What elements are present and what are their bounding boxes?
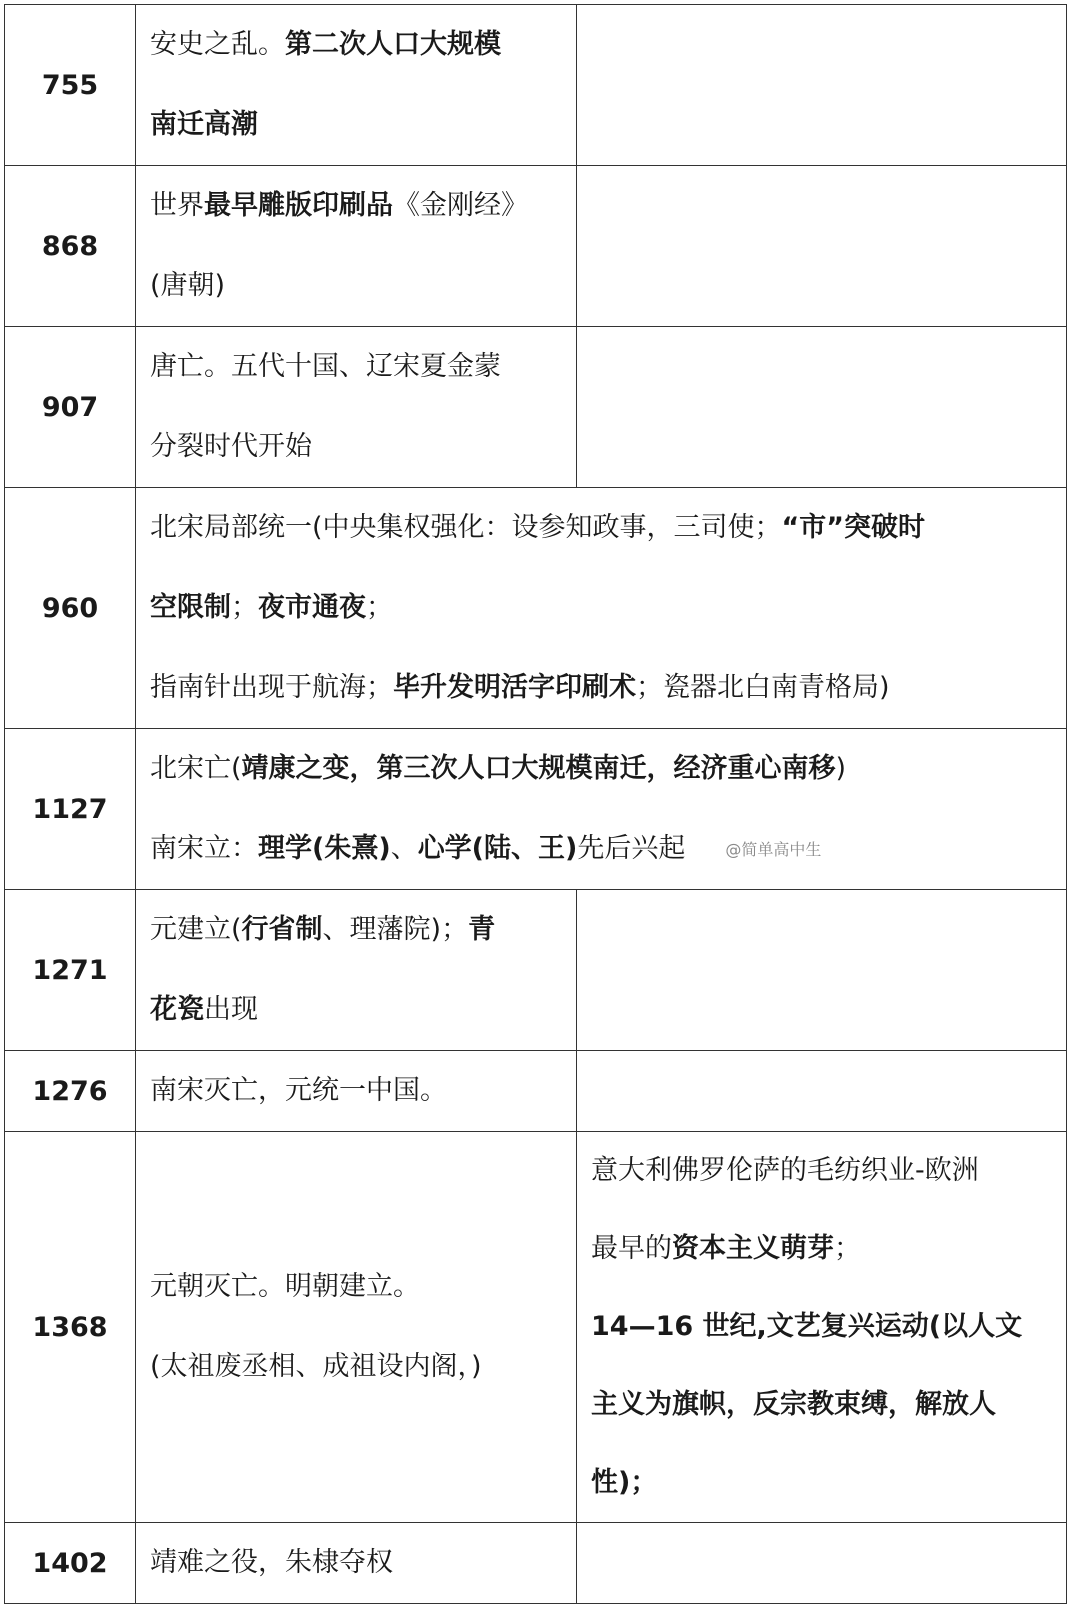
- event-line: [150, 1523, 568, 1603]
- china-event-cell: [136, 5, 577, 166]
- event-text: ；: [231, 592, 258, 623]
- event-text: ；瓷器北白南青格局): [636, 672, 890, 703]
- event-text: 《金刚经》: [393, 190, 528, 221]
- event-text: 南宋立：: [150, 833, 258, 864]
- event-line: [150, 488, 1058, 568]
- event-text: ；: [366, 592, 393, 623]
- year-cell: 1368: [5, 1132, 136, 1523]
- world-event-cell: [577, 327, 1067, 488]
- event-text: (太祖废丞相、成祖设内阁，): [150, 1351, 482, 1382]
- world-event-line: [591, 1366, 1058, 1444]
- event-text-bold: 资本主义萌芽: [672, 1233, 834, 1264]
- timeline-row: [5, 327, 1067, 488]
- event-line: [150, 327, 568, 407]
- china-event-cell: [136, 166, 577, 327]
- event-text: 、: [390, 833, 418, 864]
- china-event-cell: [136, 729, 1067, 890]
- world-event-cell: [577, 166, 1067, 327]
- event-line: [150, 970, 568, 1050]
- event-text: 指南针出现于航海；: [150, 672, 393, 703]
- timeline-row: [5, 488, 1067, 729]
- event-text: 最早的: [591, 1233, 672, 1264]
- china-event-cell: [136, 890, 577, 1051]
- event-text: ；: [834, 1233, 861, 1264]
- history-timeline-table: [4, 4, 1067, 1604]
- timeline-row: [5, 1051, 1067, 1132]
- event-text-bold: 毕升发明活字印刷术: [393, 672, 636, 703]
- event-text: 分裂时代开始: [150, 431, 312, 462]
- year-cell: 755: [5, 5, 136, 166]
- event-text-bold: 花瓷: [150, 994, 204, 1025]
- event-text-bold: 主义为旗帜，反宗教束缚，解放人: [591, 1389, 996, 1420]
- event-text: 意大利佛罗伦萨的毛纺织业-欧洲: [591, 1155, 979, 1186]
- year-cell: 1276: [5, 1051, 136, 1132]
- event-text-bold: 靖康之变，第三次人口大规模南迁，经济重心南移: [241, 753, 836, 784]
- year-cell: 1402: [5, 1523, 136, 1604]
- event-text: ): [835, 753, 847, 784]
- event-text-bold: 行省制: [241, 914, 323, 945]
- world-event-cell: [577, 890, 1067, 1051]
- event-text-bold: 空限制: [150, 592, 231, 623]
- year-cell: 1127: [5, 729, 136, 890]
- timeline-row: [5, 166, 1067, 327]
- china-event-cell: [136, 1051, 577, 1132]
- event-line: [150, 1327, 568, 1407]
- year-cell: 868: [5, 166, 136, 327]
- event-text-bold: 性)；: [591, 1467, 658, 1498]
- event-text-bold: 心学(陆、王): [417, 833, 578, 864]
- world-event-line: [591, 1132, 1058, 1210]
- event-line: [150, 809, 1058, 889]
- event-line: [150, 5, 568, 85]
- event-text: 唐亡。五代十国、辽宋夏金蒙: [150, 351, 501, 382]
- event-line: [150, 166, 568, 246]
- event-text: 安史之乱。: [150, 29, 285, 60]
- event-text: 元建立(: [150, 914, 242, 945]
- event-text-bold: 理学(朱熹): [258, 833, 391, 864]
- event-line: [150, 246, 568, 326]
- event-text: 北宋亡(: [150, 753, 242, 784]
- world-event-cell: [577, 1132, 1067, 1523]
- event-text: 世界: [150, 190, 204, 221]
- event-text: 北宋局部统一(中央集权强化：设参知政事，三司使；: [150, 512, 782, 543]
- event-line: [150, 1247, 568, 1327]
- event-text-bold: 夜市通夜: [258, 592, 366, 623]
- world-event-line: [591, 1210, 1058, 1288]
- timeline-row: [5, 1132, 1067, 1523]
- world-event-line: [591, 1288, 1058, 1366]
- event-text-bold: 14—16 世纪,文艺复兴运动(以人文: [591, 1311, 1023, 1342]
- event-text-bold: “市”突破时: [781, 512, 926, 543]
- event-line: [150, 890, 568, 970]
- event-line: [150, 85, 568, 165]
- event-text: 出现: [204, 994, 258, 1025]
- china-event-cell: [136, 1132, 577, 1523]
- china-event-cell: [136, 1523, 577, 1604]
- world-event-cell: [577, 1051, 1067, 1132]
- world-event-cell: [577, 5, 1067, 166]
- event-text: 南宋灭亡，元统一中国。: [150, 1075, 447, 1106]
- event-text-bold: 最早雕版印刷品: [204, 190, 393, 221]
- event-text-bold: 第二次人口大规模: [285, 29, 501, 60]
- year-cell: 1271: [5, 890, 136, 1051]
- timeline-row: [5, 890, 1067, 1051]
- year-cell: 960: [5, 488, 136, 729]
- world-event-line: [591, 1444, 1058, 1522]
- event-line: [150, 407, 568, 487]
- event-text: 、理藩院)；: [322, 914, 469, 945]
- event-line: [150, 729, 1058, 809]
- event-text-bold: 青: [468, 914, 496, 945]
- watermark: @简单高中生: [725, 839, 822, 859]
- year-cell: 907: [5, 327, 136, 488]
- timeline-row: [5, 1523, 1067, 1604]
- event-text-bold: 南迁高潮: [150, 109, 258, 140]
- china-event-cell: [136, 488, 1067, 729]
- timeline-body: [5, 5, 1067, 1604]
- event-text: 靖难之役，朱棣夺权: [150, 1547, 393, 1578]
- world-event-cell: [577, 1523, 1067, 1604]
- event-line: [150, 1051, 568, 1131]
- event-text: (唐朝): [150, 270, 226, 301]
- event-text: 先后兴起: [577, 833, 686, 864]
- china-event-cell: [136, 327, 577, 488]
- timeline-row: [5, 729, 1067, 890]
- event-text: 元朝灭亡。明朝建立。: [150, 1271, 420, 1302]
- event-line: [150, 648, 1058, 728]
- event-line: [150, 568, 1058, 648]
- timeline-row: [5, 5, 1067, 166]
